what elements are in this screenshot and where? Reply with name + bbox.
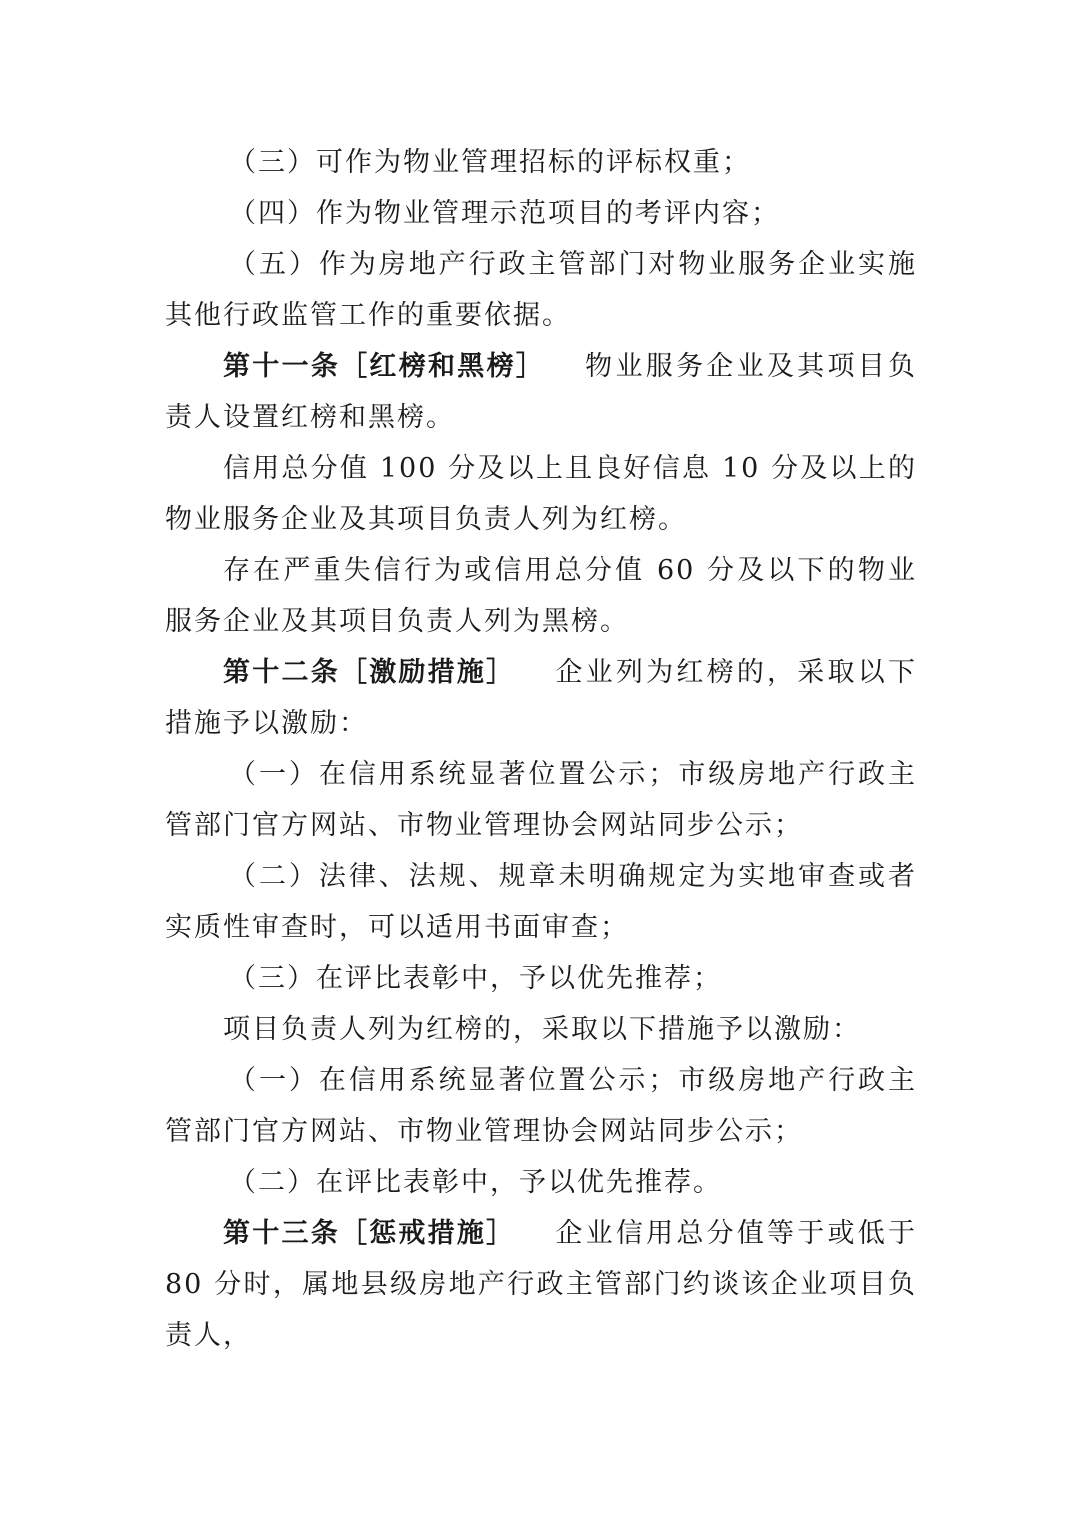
paragraph-black-list — [165, 545, 917, 647]
paragraph-text: 信用总分值 100 分及以上且良好信息 10 分及以上的物业服务企业及其项目负责人列为红榜。 — [165, 453, 917, 535]
list-item-1b — [165, 1055, 917, 1157]
paragraph-text: 企业信用总分值等于或低于 80 分时，属地县级房地产行政主管部门约谈该企业项目负责人， — [165, 1218, 918, 1351]
paragraph-text: 物业服务企业及其项目负责人设置红榜和黑榜。 — [165, 351, 918, 433]
paragraph-text: （一）在信用系统显著位置公示；市级房地产行政主管部门官方网站、市物业管理协会网站同步公示； — [165, 1065, 917, 1147]
paragraph-text: （一）在信用系统显著位置公示；市级房地产行政主管部门官方网站、市物业管理协会网站同步公示； — [165, 759, 917, 841]
article-12 — [165, 647, 917, 749]
paragraph-red-list — [165, 443, 917, 545]
list-item-3 — [165, 137, 917, 188]
list-item-2b — [165, 1157, 917, 1208]
list-item-3b — [165, 953, 917, 1004]
list-item-2 — [165, 851, 917, 953]
list-item-5 — [165, 239, 917, 341]
document-body — [165, 137, 917, 1361]
paragraph-text: 项目负责人列为红榜的，采取以下措施予以激励： — [223, 1014, 861, 1045]
paragraph-text: 企业列为红榜的，采取以下措施予以激励： — [165, 657, 918, 739]
paragraph-text: （三）可作为物业管理招标的评标权重； — [229, 147, 751, 178]
paragraph-text: （二）在评比表彰中，予以优先推荐。 — [229, 1167, 722, 1198]
paragraph-text: 存在严重失信行为或信用总分值 60 分及以下的物业服务企业及其项目负责人列为黑榜。 — [165, 555, 917, 637]
paragraph-text: （五）作为房地产行政主管部门对物业服务企业实施其他行政监管工作的重要依据。 — [165, 249, 917, 331]
article-11 — [165, 341, 917, 443]
list-item-1 — [165, 749, 917, 851]
article-title: 第十三条［惩戒措施］ — [223, 1218, 516, 1249]
list-item-4 — [165, 188, 917, 239]
paragraph-text: （四）作为物业管理示范项目的考评内容； — [229, 198, 780, 229]
article-13 — [165, 1208, 917, 1361]
paragraph-text: （二）法律、法规、规章未明确规定为实地审查或者实质性审查时，可以适用书面审查； — [165, 861, 917, 943]
paragraph-text: （三）在评比表彰中，予以优先推荐； — [229, 963, 722, 994]
article-title: 第十一条［红榜和黑榜］ — [223, 351, 546, 382]
article-title: 第十二条［激励措施］ — [223, 657, 516, 688]
paragraph-project-leader — [165, 1004, 917, 1055]
